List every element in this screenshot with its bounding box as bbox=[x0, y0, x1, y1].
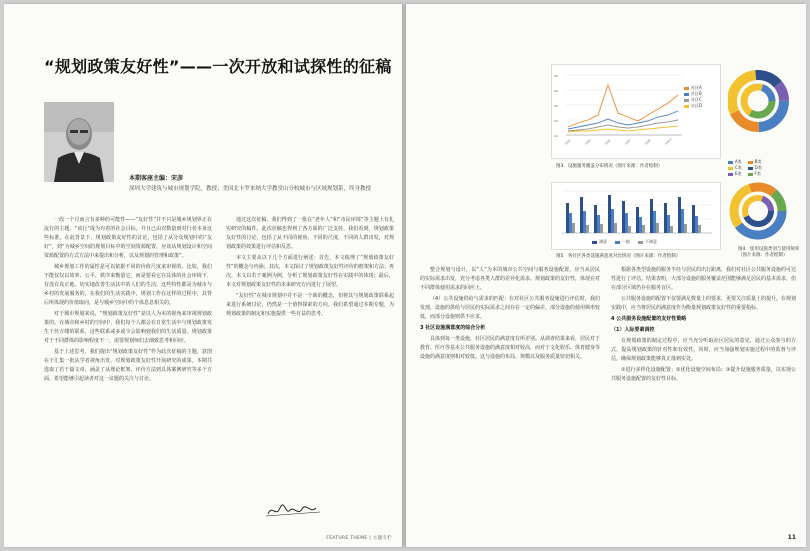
bar bbox=[650, 199, 653, 233]
y-tick: 20 bbox=[554, 119, 558, 123]
bar bbox=[698, 225, 701, 233]
figure-5-caption: 图5 各社区各类设施满意度对比情况（图片来源：作者绘制） bbox=[556, 254, 681, 259]
bar bbox=[594, 205, 597, 233]
right-page bbox=[406, 4, 806, 547]
bar bbox=[569, 213, 572, 233]
figure-3-caption: 图3 设施服务覆盖分布情况（图片来源：作者绘制） bbox=[556, 164, 663, 169]
bar bbox=[642, 225, 645, 233]
line-chart-svg bbox=[552, 65, 722, 160]
y-tick: 50 bbox=[554, 74, 558, 78]
donut-chart-2 bbox=[728, 176, 803, 246]
bar bbox=[600, 224, 603, 233]
paragraph: 具体到每一类设施，社区居民的满意度有所差别。从调查结果来看，居民对于教育、医疗等基本公共服务设施的满意度相对较高，而对于文化娱乐、体育健身等设施的满意度则相对较低。这与设施的布局、规模以及服务质量密切相关。 bbox=[420, 336, 600, 360]
paragraph: 通过这次征稿，我们得到了一批在“老年人”和“市民环境”等主题上有扎实研究的稿件。此次征稿也得到了各方面的广泛支持。我们看到，规划政策友好性的讨论，包括了从不同的视角、不同的尺度、不同的人群出发，对规划政策的效果进行评估和反思。 bbox=[226, 217, 394, 250]
bar bbox=[611, 209, 614, 233]
guest-editor: 本期客座主编：宋彦 bbox=[129, 175, 184, 182]
page-number: 11 bbox=[787, 534, 796, 541]
bar bbox=[622, 201, 625, 233]
legend-label: B类 bbox=[754, 159, 762, 164]
bar bbox=[583, 211, 586, 233]
legend-label: 不满意 bbox=[645, 239, 657, 244]
legend-label: E类 bbox=[735, 171, 742, 176]
left-column-2 bbox=[226, 216, 394, 486]
bar bbox=[653, 211, 656, 233]
right-column-2 bbox=[611, 266, 796, 531]
byline bbox=[129, 174, 394, 193]
legend-label: 社区B bbox=[691, 91, 702, 96]
bar bbox=[586, 225, 589, 233]
editor-affiliation: 深圳大学建筑与城市规划学院，教授；美国北卡罗来纳大学教堂山分校城市与区域规划系，终身教授 bbox=[129, 186, 372, 192]
article-title: “规划政策友好性”——一次开放和试探性的征稿 bbox=[44, 57, 392, 76]
x-tick: 设施1 bbox=[564, 138, 572, 146]
y-tick: 40 bbox=[554, 89, 558, 93]
bar bbox=[597, 215, 600, 233]
signature-image bbox=[264, 500, 324, 520]
bar bbox=[636, 207, 639, 233]
x-tick: 设施5 bbox=[604, 138, 612, 146]
legend-label: D类 bbox=[754, 165, 762, 170]
author-portrait-image bbox=[44, 102, 114, 182]
bar bbox=[684, 224, 687, 233]
legend-label: 社区A bbox=[691, 85, 702, 90]
legend-label: F类 bbox=[754, 171, 761, 176]
bar-group bbox=[566, 195, 701, 233]
right-column-1 bbox=[420, 266, 600, 531]
paragraph: 公共服务设施的配置不仅要满足数量上的要求，更要关注质量上的提升。在规划实践中，应当将居民的满意度作为衡量规划政策友好性的重要指标。 bbox=[611, 296, 796, 311]
line-chart-legend bbox=[684, 85, 720, 109]
bar bbox=[678, 197, 681, 233]
paragraph: 本文主要从以下几个方面进行阐述：首先，本文梳理了“规划政策友好性”的概念与内涵；其次，本文探讨了规划政策友好性评价的框架和方法；再次，本文以若干案例为例，分析了规划政策友好性在实践中的体现；最后，本文对规划政策友好性的未来研究方向进行了展望。 bbox=[226, 255, 394, 288]
donut-chart-1 bbox=[728, 59, 803, 154]
paragraph: 对于城市规划来说，“规划政策友好性”是以人为本的视角来审视规划政策的。在城市和乡村的空间中，我们每个人都会在日常生活中与规划政策发生千丝万缕的联系，这些联系或多或少会影响到我们的生活质量。规划政策对于不同群体的影响程度不一，需要规划师们去细致思考和回应。 bbox=[44, 311, 212, 344]
bar bbox=[681, 209, 684, 233]
bar bbox=[639, 217, 642, 233]
legend-label: 社区C bbox=[691, 97, 702, 102]
paragraph: ①进行多样化设施配置；②优化设施空间布局；③提升设施服务质量，以实现公共服务设施配置的友好性目标。 bbox=[611, 367, 796, 382]
y-tick: 30 bbox=[554, 104, 558, 108]
legend-label: 一般 bbox=[622, 239, 630, 244]
bar bbox=[608, 195, 611, 233]
bar-chart-figure bbox=[551, 182, 721, 250]
x-tick: 设施7 bbox=[624, 138, 632, 146]
y-tick: 10 bbox=[554, 134, 558, 138]
page-footer: FEATURE THEME | 主题专栏 bbox=[326, 536, 392, 541]
bar bbox=[692, 205, 695, 233]
paragraph: 在规划政策的制定过程中，应当充分听取社区居民的意见，通过公众参与的方式，提高规划政策的针对性和有效性。同时，应当加强规划实施过程中的监督与评估，确保规划政策能够真正落到实处。 bbox=[611, 338, 796, 362]
bar bbox=[625, 213, 628, 233]
bar bbox=[628, 226, 631, 233]
paragraph: 整合规划与设计，以“人”为本的城市公共空间与服务设施配置，应当从居民的实际需求出发，充分考虑各类人群的差异化需求。规划政策的友好性，体现在对不同群体使用需求的回应上。 bbox=[420, 267, 600, 291]
author-photo bbox=[44, 102, 114, 182]
section-heading-4: 4 公共服务设施配置的友好性策略 bbox=[611, 316, 687, 322]
figure-4-caption: 图4 使用设施类别与使用频率（图片来源：作者绘制） bbox=[738, 247, 800, 259]
series-line bbox=[568, 85, 678, 127]
paragraph: 根据各类型设施的服务半径与居民的出行距离，我们对社区公共服务设施的可达性进行了评估。结果表明，大部分设施的服务覆盖范围能够满足居民的基本需求，但在部分区域仍存在服务盲区。 bbox=[611, 267, 796, 291]
subsection-heading: （1）人际要素调控 bbox=[611, 327, 655, 333]
paragraph: 基于上述思考，我们提出“规划政策友好性”作为此次征稿的主题，意图在于汇集一批从学者视角出发、对规划政策友好性开展研究的成果。本期共选取了若干篇文章，涵盖了从理论框架、评价方法到具体案例研究等多个方面，希望能够引起读者对这一议题的关注与讨论。 bbox=[44, 349, 212, 382]
x-tick: 设施11 bbox=[664, 137, 673, 146]
bar bbox=[670, 226, 673, 233]
bar bbox=[656, 223, 659, 233]
bar bbox=[695, 216, 698, 233]
left-column-1 bbox=[44, 216, 212, 541]
donut-legend bbox=[728, 159, 803, 177]
legend-label: A类 bbox=[735, 159, 742, 164]
paragraph: （4）公共设施供给与需求的匹配：在对社区公共服务设施进行评估时，我们发现，设施的供给与居民的实际需求之间存在一定的偏差。部分设施的使用频率较低，而部分设施则供不应求。 bbox=[420, 296, 600, 320]
section-heading-3: 3 社区设施满意度的综合分析 bbox=[420, 325, 486, 331]
line-chart-figure bbox=[551, 64, 721, 159]
bar bbox=[580, 197, 583, 233]
x-tick: 设施3 bbox=[584, 138, 592, 146]
bar bbox=[664, 203, 667, 233]
paragraph: 一段一个月而言有多种的可能性——“友好性”并不只是城乡规划界正在流行的主题。“该行”成为有着的社会目标，并且已由对数量到对行者本身这些标准。在此背景下，规划政策友好性的讨论，包括了从分众规划中的“友好”，到“为城乡空间的规划目标中的空间资源配置，应该从规划设计和空间资源配置的方式方法中来提出和分析，以及规划的管理和政策”。 bbox=[44, 217, 212, 259]
bar bbox=[566, 203, 569, 233]
bar bbox=[614, 223, 617, 233]
paragraph: 城乡规划工作的属性是可以依据不同的价值尺度来审视的。比如，我们不能仅仅以效率、公平、秩序来衡量它，而是要看它在具体的社会环境下，有没有真正地、切实地改善生活其中的人们的生活。这些特性都是为城市与乡村的发展服务的，在我们的生活实践中，规划工作在这样的过程中，其背后所体现的价值取向，是与城乡空间中的个体息息相关的。 bbox=[44, 264, 212, 306]
bar-chart-legend bbox=[592, 239, 657, 245]
legend-label: 满意 bbox=[599, 239, 607, 244]
bar bbox=[572, 223, 575, 233]
legend-label: C类 bbox=[735, 165, 742, 170]
left-page bbox=[4, 4, 402, 547]
paragraph: “友好性”在城市规划中并不是一个新的概念，但将其与规划政策联系起来进行系统讨论，仍然是一个值得探索的方向。我们希望通过本期专题，为规划政策的制定和实施提供一些有益的思考。 bbox=[226, 293, 394, 317]
legend-label: 社区D bbox=[691, 103, 703, 108]
x-tick: 设施9 bbox=[644, 138, 652, 146]
bar bbox=[667, 215, 670, 233]
